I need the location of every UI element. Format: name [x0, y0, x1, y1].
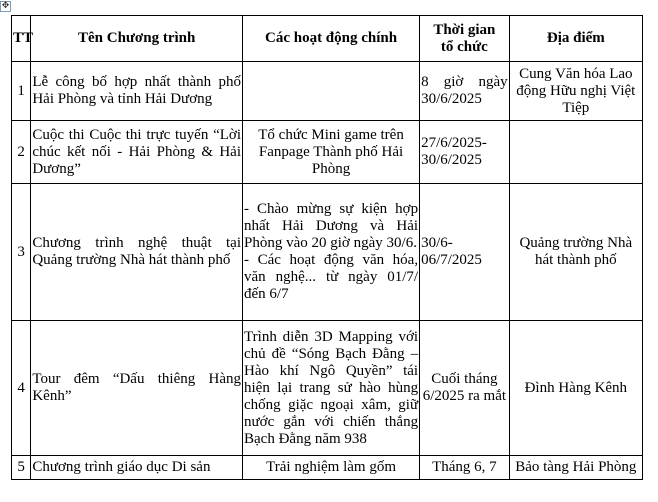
header-name: Tên Chương trình	[31, 16, 243, 62]
header-tt: TT	[12, 16, 31, 62]
cell-name: Chương trình giáo dục Di sản	[31, 456, 243, 480]
cell-name: Lễ công bố hợp nhất thành phố Hải Phòng và tỉnh Hải Dương	[31, 62, 243, 121]
table-move-handle[interactable]: ✥	[1, 1, 10, 11]
cell-name: Cuộc thi Cuộc thi trực tuyến “Lời chúc kết nối - Hải Phòng & Hải Dương”	[31, 121, 243, 184]
header-time	[420, 16, 510, 62]
activity-line: - Các hoạt động văn hóa, văn nghệ... từ ngày 01/7/ đến 6/7	[244, 252, 419, 302]
cell-location: Cung Văn hóa Lao động Hữu nghị Việt Tiệp	[509, 62, 642, 121]
cell-activities: Trình diễn 3D Mapping với chủ đề “Sóng Bạch Đằng – Hào khí Ngô Quyền” tái hiện lại trang sử hào hùng chống giặc ngoại xâm, giữ nước gắn với chiến thắng Bạch Đằng năm 938	[243, 321, 420, 456]
cell-tt: 4	[12, 321, 31, 456]
cell-activities: Trải nghiệm làm gốm	[243, 456, 420, 480]
cell-tt: 2	[12, 121, 31, 184]
cell-time: 30/6-06/7/2025	[420, 184, 510, 321]
cell-tt: 1	[12, 62, 31, 121]
program-table	[11, 15, 643, 480]
cell-name: Tour đêm “Dấu thiêng Hàng Kênh”	[31, 321, 243, 456]
table-row	[12, 321, 643, 456]
header-activities: Các hoạt động chính	[243, 16, 420, 62]
cell-activities	[243, 62, 420, 121]
table-row	[12, 121, 643, 184]
cell-activities	[243, 184, 420, 321]
table-header-row	[12, 16, 643, 62]
table-row	[12, 184, 643, 321]
table-row	[12, 456, 643, 480]
header-location: Địa điểm	[509, 16, 642, 62]
header-time-line1: Thời gian	[433, 21, 496, 38]
table-row	[12, 62, 643, 121]
cell-location	[509, 121, 642, 184]
header-time-line2: tổ chức	[440, 38, 488, 55]
cell-location: Đình Hàng Kênh	[509, 321, 642, 456]
cell-location: Bảo tàng Hải Phòng	[509, 456, 642, 480]
cell-tt: 5	[12, 456, 31, 480]
cell-activities: Tổ chức Mini game trên Fanpage Thành phố Hải Phòng	[243, 121, 420, 184]
cell-time: 8 giờ ngày 30/6/2025	[420, 62, 510, 121]
cell-name: Chương trình nghệ thuật tại Quảng trường Nhà hát thành phố	[31, 184, 243, 321]
cell-tt: 3	[12, 184, 31, 321]
cell-time: 27/6/2025-30/6/2025	[420, 121, 510, 184]
cell-time: Tháng 6, 7	[420, 456, 510, 480]
cell-time: Cuối tháng 6/2025 ra mắt	[420, 321, 510, 456]
cell-location: Quảng trường Nhà hát thành phố	[509, 184, 642, 321]
activity-line: - Chào mừng sự kiện hợp nhất Hải Dương và Hải Phòng vào 20 giờ ngày 30/6.	[244, 201, 419, 251]
